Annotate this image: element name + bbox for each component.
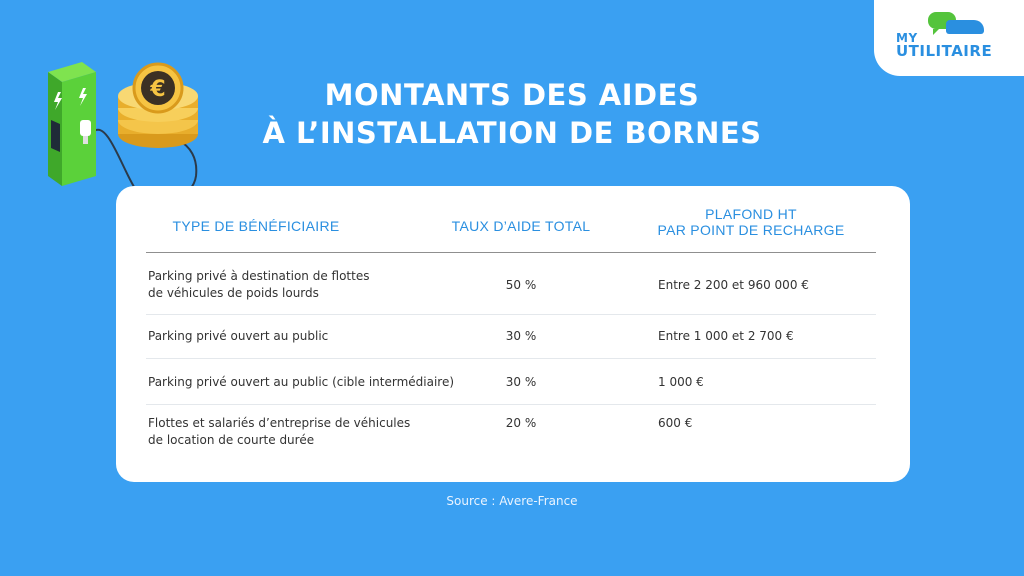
euro-coins-icon xyxy=(110,62,210,162)
header-aid-rate: TAUX D’AIDE TOTAL xyxy=(451,218,591,234)
header-cap-line-1: PLAFOND HT xyxy=(705,206,797,222)
row-divider xyxy=(146,314,876,315)
row-2-type xyxy=(148,328,478,345)
row-3-rate: 30 % xyxy=(505,375,537,389)
table-header xyxy=(116,186,910,252)
row-4-type xyxy=(148,415,478,449)
row-3-type xyxy=(148,374,478,391)
row-3-type-line-1: Parking privé ouvert au public (cible intermédiaire) xyxy=(148,375,455,389)
logo-text-my: MY xyxy=(896,31,918,45)
row-4-type-line-2: de location de courte durée xyxy=(148,433,315,447)
title-line-2: À L’INSTALLATION DE BORNES xyxy=(262,116,762,150)
row-4-rate: 20 % xyxy=(505,416,537,430)
row-4-cap: 600 € xyxy=(658,416,693,430)
van-icon xyxy=(946,20,984,34)
row-divider xyxy=(146,404,876,405)
row-1-type-line-2: de véhicules de poids lourds xyxy=(148,286,319,300)
row-divider xyxy=(146,358,876,359)
source-note: Source : Avere-France xyxy=(446,494,578,508)
euro-symbol: € xyxy=(150,77,166,102)
header-divider xyxy=(146,252,876,253)
logo-text-utilitaire: UTILITAIRE xyxy=(896,42,993,60)
row-1-type xyxy=(148,268,478,302)
page-title xyxy=(210,76,814,152)
row-3-cap: 1 000 € xyxy=(658,375,704,389)
aid-table xyxy=(116,186,910,482)
title-line-1: MONTANTS DES AIDES xyxy=(324,78,700,112)
row-2-type-line-1: Parking privé ouvert au public xyxy=(148,329,329,343)
row-4-type-line-1: Flottes et salariés d’entreprise de véhicules xyxy=(148,416,411,430)
row-2-rate: 30 % xyxy=(505,329,537,343)
header-cap xyxy=(641,206,861,238)
header-beneficiary-type: TYPE DE BÉNÉFICIAIRE xyxy=(172,218,340,234)
brand-logo[interactable] xyxy=(874,0,1024,76)
row-1-rate: 50 % xyxy=(505,278,537,292)
row-2-cap: Entre 1 000 et 2 700 € xyxy=(658,329,794,343)
row-1-type-line-1: Parking privé à destination de flottes xyxy=(148,269,370,283)
header-cap-line-2: PAR POINT DE RECHARGE xyxy=(657,222,845,238)
row-1-cap: Entre 2 200 et 960 000 € xyxy=(658,278,809,292)
